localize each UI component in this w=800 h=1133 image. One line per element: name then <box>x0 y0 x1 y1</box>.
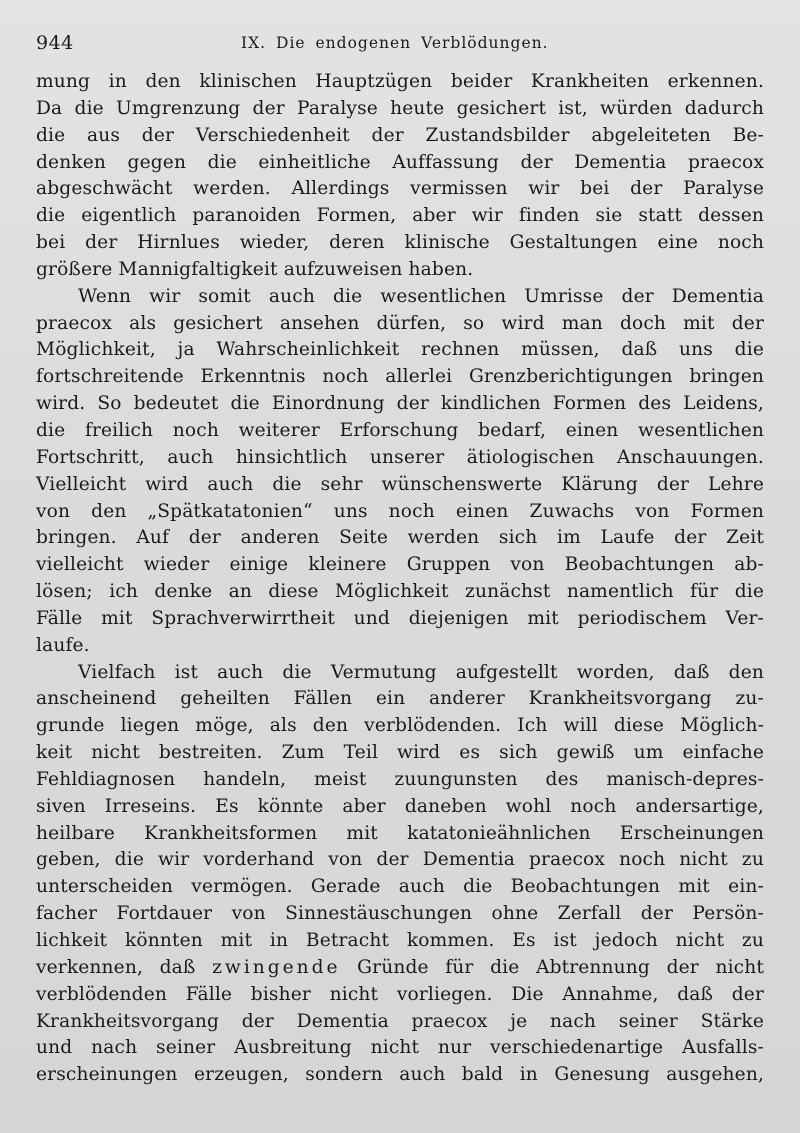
emphasized-word: zwingende <box>212 956 341 978</box>
body-text <box>36 69 764 1089</box>
text-line: praecox als gesichert ansehen dürfen, so wird man doch mit der <box>36 312 764 334</box>
text-line: anscheinend geheilten Fällen ein anderer Krankheitsvorgang zu- <box>36 688 764 710</box>
text-line: erscheinungen erzeugen, sondern auch bald in Genesung ausgehen, <box>36 1064 764 1086</box>
text-line: siven Irreseins. Es könnte aber daneben wohl noch andersartige, <box>36 795 764 817</box>
text-line: fortschreitende Erkenntnis noch allerlei Grenzberichtigungen bringen <box>36 366 764 388</box>
text-line: lichkeit könnten mit in Betracht kommen. Es ist jedoch nicht zu <box>36 930 764 951</box>
text-line: Fortschritt, auch hinsichtlich unserer ätiologischen Anschauungen. <box>36 446 764 468</box>
text-line: die eigentlich paranoiden Formen, aber wir finden sie statt dessen <box>36 205 764 227</box>
text-line: keit nicht bestreiten. Zum Teil wird es sich gewiß um einfache <box>36 742 764 764</box>
text-line: die freilich noch weiterer Erforschung bedarf, einen wesentlichen <box>36 419 764 441</box>
text-line: Wenn wir somit auch die wesentlichen Umrisse der Dementia <box>78 285 764 307</box>
text-line: die aus der Verschiedenheit der Zustandsbilder abgeleiteten Be- <box>36 124 764 146</box>
text-line: mung in den klinischen Hauptzügen beider Krankheiten erkennen. <box>36 71 764 92</box>
text-line: Vielfach ist auch die Vermutung aufgestellt worden, daß den <box>78 661 764 683</box>
text-line <box>36 955 764 982</box>
text-line: denken gegen die einheitliche Auffassung der Dementia praecox <box>36 151 764 173</box>
text-line: bringen. Auf der anderen Seite werden sich im Laufe der Zeit <box>36 527 764 549</box>
text-line: geben, die wir vorderhand von der Dementia praecox noch nicht zu <box>36 849 764 871</box>
text-line: unterscheiden vermögen. Gerade auch die Beobachtungen mit ein- <box>36 876 764 898</box>
page-number: 944 <box>36 32 74 54</box>
text-segment: Gründe für die Abtrennung der nicht <box>340 956 764 978</box>
chapter-title: IX. Die endogenen Verblödungen. <box>241 34 549 52</box>
text-line: Möglichkeit, ja Wahrscheinlichkeit rechnen müssen, daß uns die <box>36 339 764 361</box>
text-line: von den „Spätkatatonien“ uns noch einen Zuwachs von Formen <box>36 500 764 522</box>
text-line: Vielleicht wird auch die sehr wünschenswerte Klärung der Lehre <box>36 473 764 495</box>
text-line: heilbare Krankheitsformen mit katatonieähnlichen Erscheinungen <box>36 822 764 844</box>
text-line: und nach seiner Ausbreitung nicht nur verschiedenartige Ausfalls- <box>36 1037 764 1059</box>
text-line: größere Mannigfaltigkeit aufzuweisen haben. <box>36 258 474 280</box>
text-line: bei der Hirnlues wieder, deren klinische Gestaltungen eine noch <box>36 232 764 254</box>
text-line: wird. So bedeutet die Einordnung der kindlichen Formen des Leidens, <box>36 393 764 415</box>
text-line: vielleicht wieder einige kleinere Gruppen von Beobachtungen ab- <box>36 554 764 576</box>
text-line: laufe. <box>36 634 90 656</box>
text-line: abgeschwächt werden. Allerdings vermissen wir bei der Paralyse <box>36 178 764 200</box>
text-line: facher Fortdauer von Sinnestäuschungen ohne Zerfall der Persön- <box>36 903 764 925</box>
running-head <box>36 32 764 58</box>
text-line: grunde liegen möge, als den verblödenden. Ich will diese Möglich- <box>36 715 764 737</box>
text-line: Fälle mit Sprachverwirrtheit und diejenigen mit periodischem Ver- <box>36 607 764 629</box>
text-line: verblödenden Fälle bisher nicht vorliegen. Die Annahme, daß der <box>36 983 764 1005</box>
text-line: lösen; ich denke an diese Möglichkeit zunächst namentlich für die <box>36 581 764 603</box>
text-line: Fehldiagnosen handeln, meist zuungunsten des manisch-depres- <box>36 768 764 790</box>
text-segment: verkennen, daß <box>36 956 213 978</box>
text-line: Da die Umgrenzung der Paralyse heute gesichert ist, würden dadurch <box>36 97 764 119</box>
text-line: Krankheitsvorgang der Dementia praecox je nach seiner Stärke <box>36 1010 764 1032</box>
